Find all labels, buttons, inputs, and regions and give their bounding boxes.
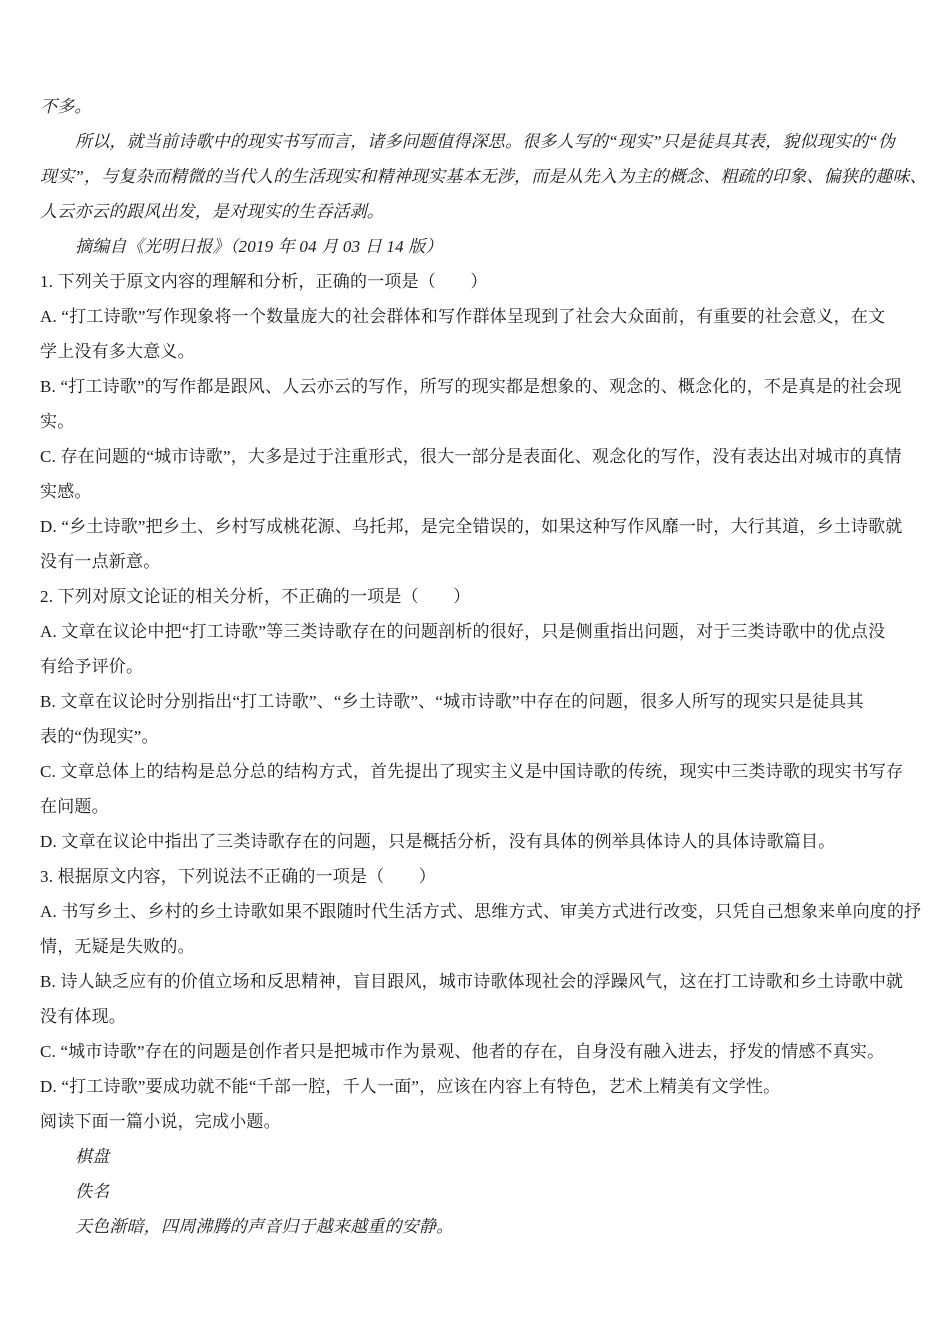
question-2-option-d: D. 文章在议论中指出了三类诗歌存在的问题，只是概括分析，没有具体的例举具体诗人的具体诗歌篇目。 [40,832,836,851]
question-1-option-c-cont: 实感。 [40,482,92,501]
story-title: 棋盘 [75,1147,110,1166]
question-3-option-c: C. “城市诗歌”存在的问题是创作者只是把城市作为景观、他者的存在，自身没有融入进去，抒发的情感不真实。 [40,1042,885,1061]
question-1-option-a-cont: 学上没有多大意义。 [40,342,195,361]
question-1-option-c: C. 存在问题的“城市诗歌”，大多是过于注重形式，很大一部分是表面化、观念化的写作，没有表达出对城市的真情 [40,447,902,466]
passage-line: 所以，就当前诗歌中的现实书写而言，诸多问题值得深思。很多人写的“现实”只是徒具其表，貌似现实的“伪 [75,132,896,151]
question-2-option-c: C. 文章总体上的结构是总分总的结构方式，首先提出了现实主义是中国诗歌的传统，现实中三类诗歌的现实书写存 [40,762,904,781]
question-3-option-a-cont: 情，无疑是失败的。 [40,937,195,956]
passage-line-cont: 人云亦云的跟风出发，是对现实的生吞活剥。 [40,202,384,221]
question-2-option-b-cont: 表的“伪现实”。 [40,727,159,746]
source-citation: 摘编自《光明日报》（2019 年 04 月 03 日 14 版） [75,237,443,256]
reading-instruction: 阅读下面一篇小说，完成小题。 [40,1112,281,1131]
question-3-option-b-cont: 没有体现。 [40,1007,126,1026]
question-1-option-d-cont: 没有一点新意。 [40,552,161,571]
story-author: 佚名 [75,1182,110,1201]
question-2-option-c-cont: 在问题。 [40,797,109,816]
question-3-option-a: A. 书写乡土、乡村的乡土诗歌如果不跟随时代生活方式、思维方式、审美方式进行改变，只凭自己想象来单向度的抒 [40,902,922,921]
story-opening-line: 天色渐暗，四周沸腾的声音归于越来越重的安静。 [75,1217,454,1236]
question-2-option-b: B. 文章在议论时分别指出“打工诗歌”、“乡土诗歌”、“城市诗歌”中存在的问题，很多人所写的现实只是徒具其 [40,692,864,711]
question-2-stem: 2. 下列对原文论证的相关分析，不正确的一项是（ ） [40,587,471,606]
question-1-option-b-cont: 实。 [40,412,75,431]
question-3-stem: 3. 根据原文内容，下列说法不正确的一项是（ ） [40,867,436,886]
question-2-option-a: A. 文章在议论中把“打工诗歌”等三类诗歌存在的问题剖析的很好，只是侧重指出问题，对于三类诗歌中的优点没 [40,622,886,641]
passage-paragraph-end: 不多。 [40,97,92,116]
question-2-option-a-cont: 有给予评价。 [40,657,144,676]
question-1-option-d: D. “乡土诗歌”把乡土、乡村写成桃花源、乌托邦，是完全错误的，如果这种写作风靡一时，大行其道，乡土诗歌就 [40,517,903,536]
document-content [40,89,927,1244]
passage-line-cont: 现实”，与复杂而精微的当代人的生活现实和精神现实基本无涉，而是从先入为主的概念、粗疏的印象、偏狭的趣味、 [40,167,927,186]
question-1-stem: 1. 下列关于原文内容的理解和分析，正确的一项是（ ） [40,272,488,291]
question-1-option-a: A. “打工诗歌”写作现象将一个数量庞大的社会群体和写作群体呈现到了社会大众面前，有重要的社会意义，在文 [40,307,886,326]
question-1-option-b: B. “打工诗歌”的写作都是跟风、人云亦云的写作，所写的现实都是想象的、观念的、概念化的，不是真是的社会现 [40,377,902,396]
question-3-option-b: B. 诗人缺乏应有的价值立场和反思精神，盲目跟风，城市诗歌体现社会的浮躁风气，这在打工诗歌和乡土诗歌中就 [40,972,904,991]
question-3-option-d: D. “打工诗歌”要成功就不能“千部一腔，千人一面”，应该在内容上有特色，艺术上精美有文学性。 [40,1077,781,1096]
